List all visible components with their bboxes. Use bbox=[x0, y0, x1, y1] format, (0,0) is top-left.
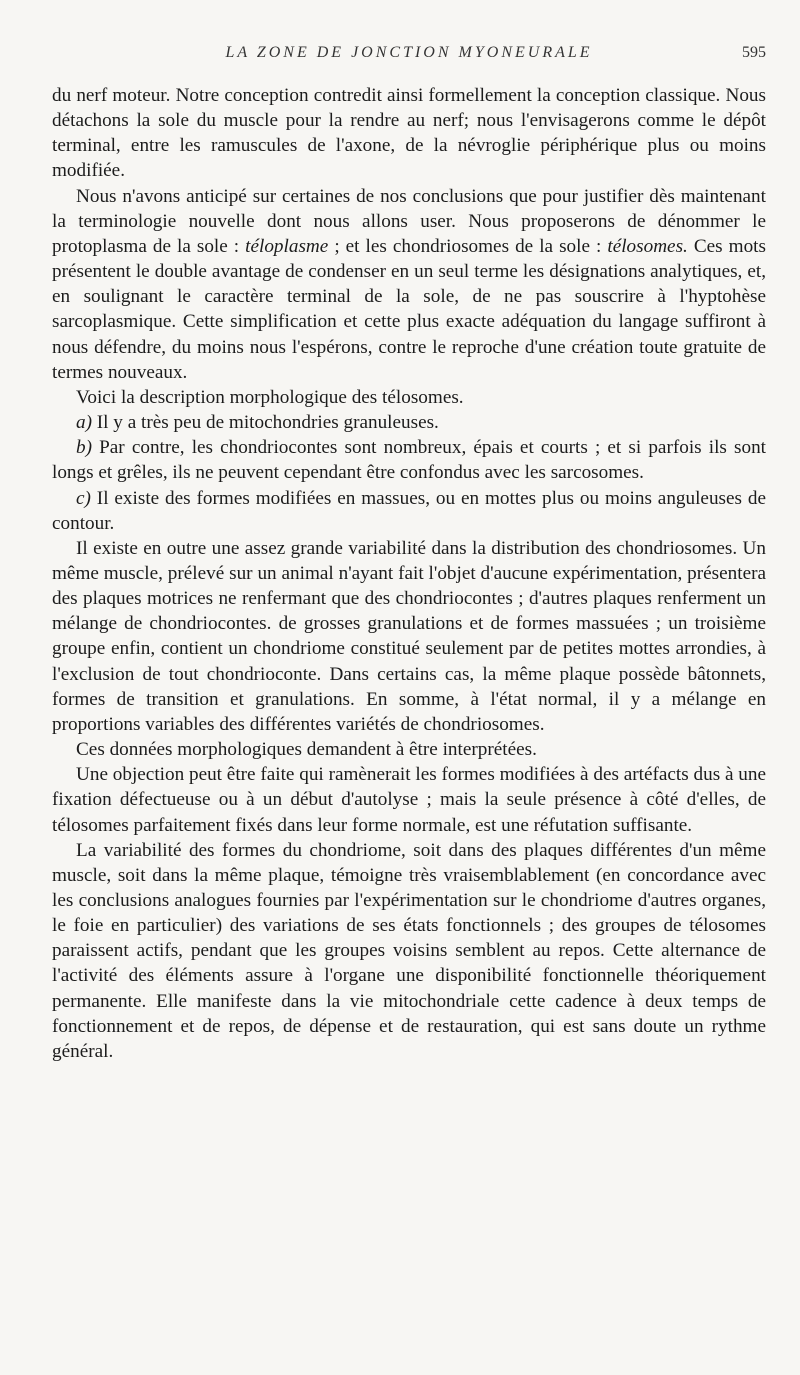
running-title: LA ZONE DE JONCTION MYONEURALE bbox=[225, 44, 593, 61]
list-item-b bbox=[52, 435, 766, 485]
text-run: ; et les chondriosomes de la sole : bbox=[328, 235, 608, 257]
paragraph bbox=[52, 184, 766, 385]
list-item-c bbox=[52, 486, 766, 536]
list-text: Par contre, les chondriocontes sont nombreux, épais et courts ; et si parfois ils sont longs et grêles, ils ne peuvent cependant être confondus avec les sarcosomes. bbox=[52, 437, 766, 484]
term-telosomes: télosomes. bbox=[607, 235, 688, 257]
list-label: b) bbox=[76, 437, 92, 459]
list-text: Il y a très peu de mitochondries granuleuses. bbox=[91, 412, 439, 434]
text-run: Nous n'avons anticipé sur certaines de nos conclusions que pour justifier dès maintenant la terminologie nouvelle dont nous allons user. Nous proposerons de dénommer le protoplasma de la sole : bbox=[52, 185, 766, 257]
list-label: c) bbox=[76, 487, 91, 509]
paragraph: Voici la description morphologique des télosomes. bbox=[76, 386, 464, 408]
list-text: Il existe des formes modifiées en massues, ou en mottes plus ou moins anguleuses de contour. bbox=[52, 487, 766, 534]
term-teloplasme: téloplasme bbox=[245, 235, 329, 257]
paragraph: Il existe en outre une assez grande variabilité dans la distribution des chondriosomes. Un même muscle, prélevé sur un animal n'ayant fait l'objet d'aucune expérimentation, présentera des plaques motrices ne renfermant que des chondriocontes ; d'autres plaques renferment un mélange de chondriocontes. de grosses granulations et de formes massuées ; un troisième groupe enfin, contient un chondriome constitué seulement par de petites mottes arrondies, à l'exclusion de tout chondrioconte. Dans certains cas, la même plaque possède bâtonnets, formes de transition et granulations. En somme, à l'état normal, il y a mélange en proportions variables des différentes variétés de chondriosomes. bbox=[52, 537, 766, 735]
paragraph: Une objection peut être faite qui ramènerait les formes modifiées à des artéfacts dus à une fixation défectueuse ou à un début d'autolyse ; mais la seule présence à côté d'elles, de télosomes parfaitement fixés dans leur forme normale, est une réfutation suffisante. bbox=[52, 764, 766, 836]
list-label: a) bbox=[76, 412, 92, 434]
paragraph: Ces données morphologiques demandent à être interprétées. bbox=[76, 739, 537, 761]
paragraph: La variabilité des formes du chondriome, soit dans des plaques différentes d'un même muscle, soit dans la même plaque, témoigne très vraisemblablement (en concordance avec les conclusions analogues fournies par l'expérimentation sur le chondriome d'autres organes, le foie en particulier) des variations de ses états fonctionnels ; des groupes de télosomes paraissent actifs, pendant que les groupes voisins semblent au repos. Cette alternance de l'activité des éléments assure à l'organe une disponibilité fonctionnelle théoriquement permanente. Elle manifeste dans la vie mitochondriale cette cadence à deux temps de fonctionnement et de repos, de dépense et de restauration, qui est sans doute un rythme général. bbox=[52, 839, 766, 1062]
paragraph: du nerf moteur. Notre conception contredit ainsi formellement la conception classique. Nous détachons la sole du muscle pour la rendre au nerf; nous l'envisagerons comme le dépôt terminal, entre les ramuscules de l'axone, de la névroglie périphérique plus ou moins modifiée. bbox=[52, 85, 766, 182]
body-text bbox=[52, 83, 766, 1064]
list-item-a bbox=[52, 410, 766, 435]
text-run: Ces mots présentent le double avantage de condenser en un seul terme les désignations analytiques, et, en soulignant le caractère terminal de la sole, de ne pas souscrire à l'hyptohèse sarcoplasmique. Cette simplification et cette plus exacte adéquation du langage suffiront à nous défendre, du moins nous l'espérons, contre le reproche d'une création toute gratuite de termes nouveaux. bbox=[52, 235, 766, 383]
page-number: 595 bbox=[742, 44, 766, 61]
page-header bbox=[52, 44, 766, 68]
